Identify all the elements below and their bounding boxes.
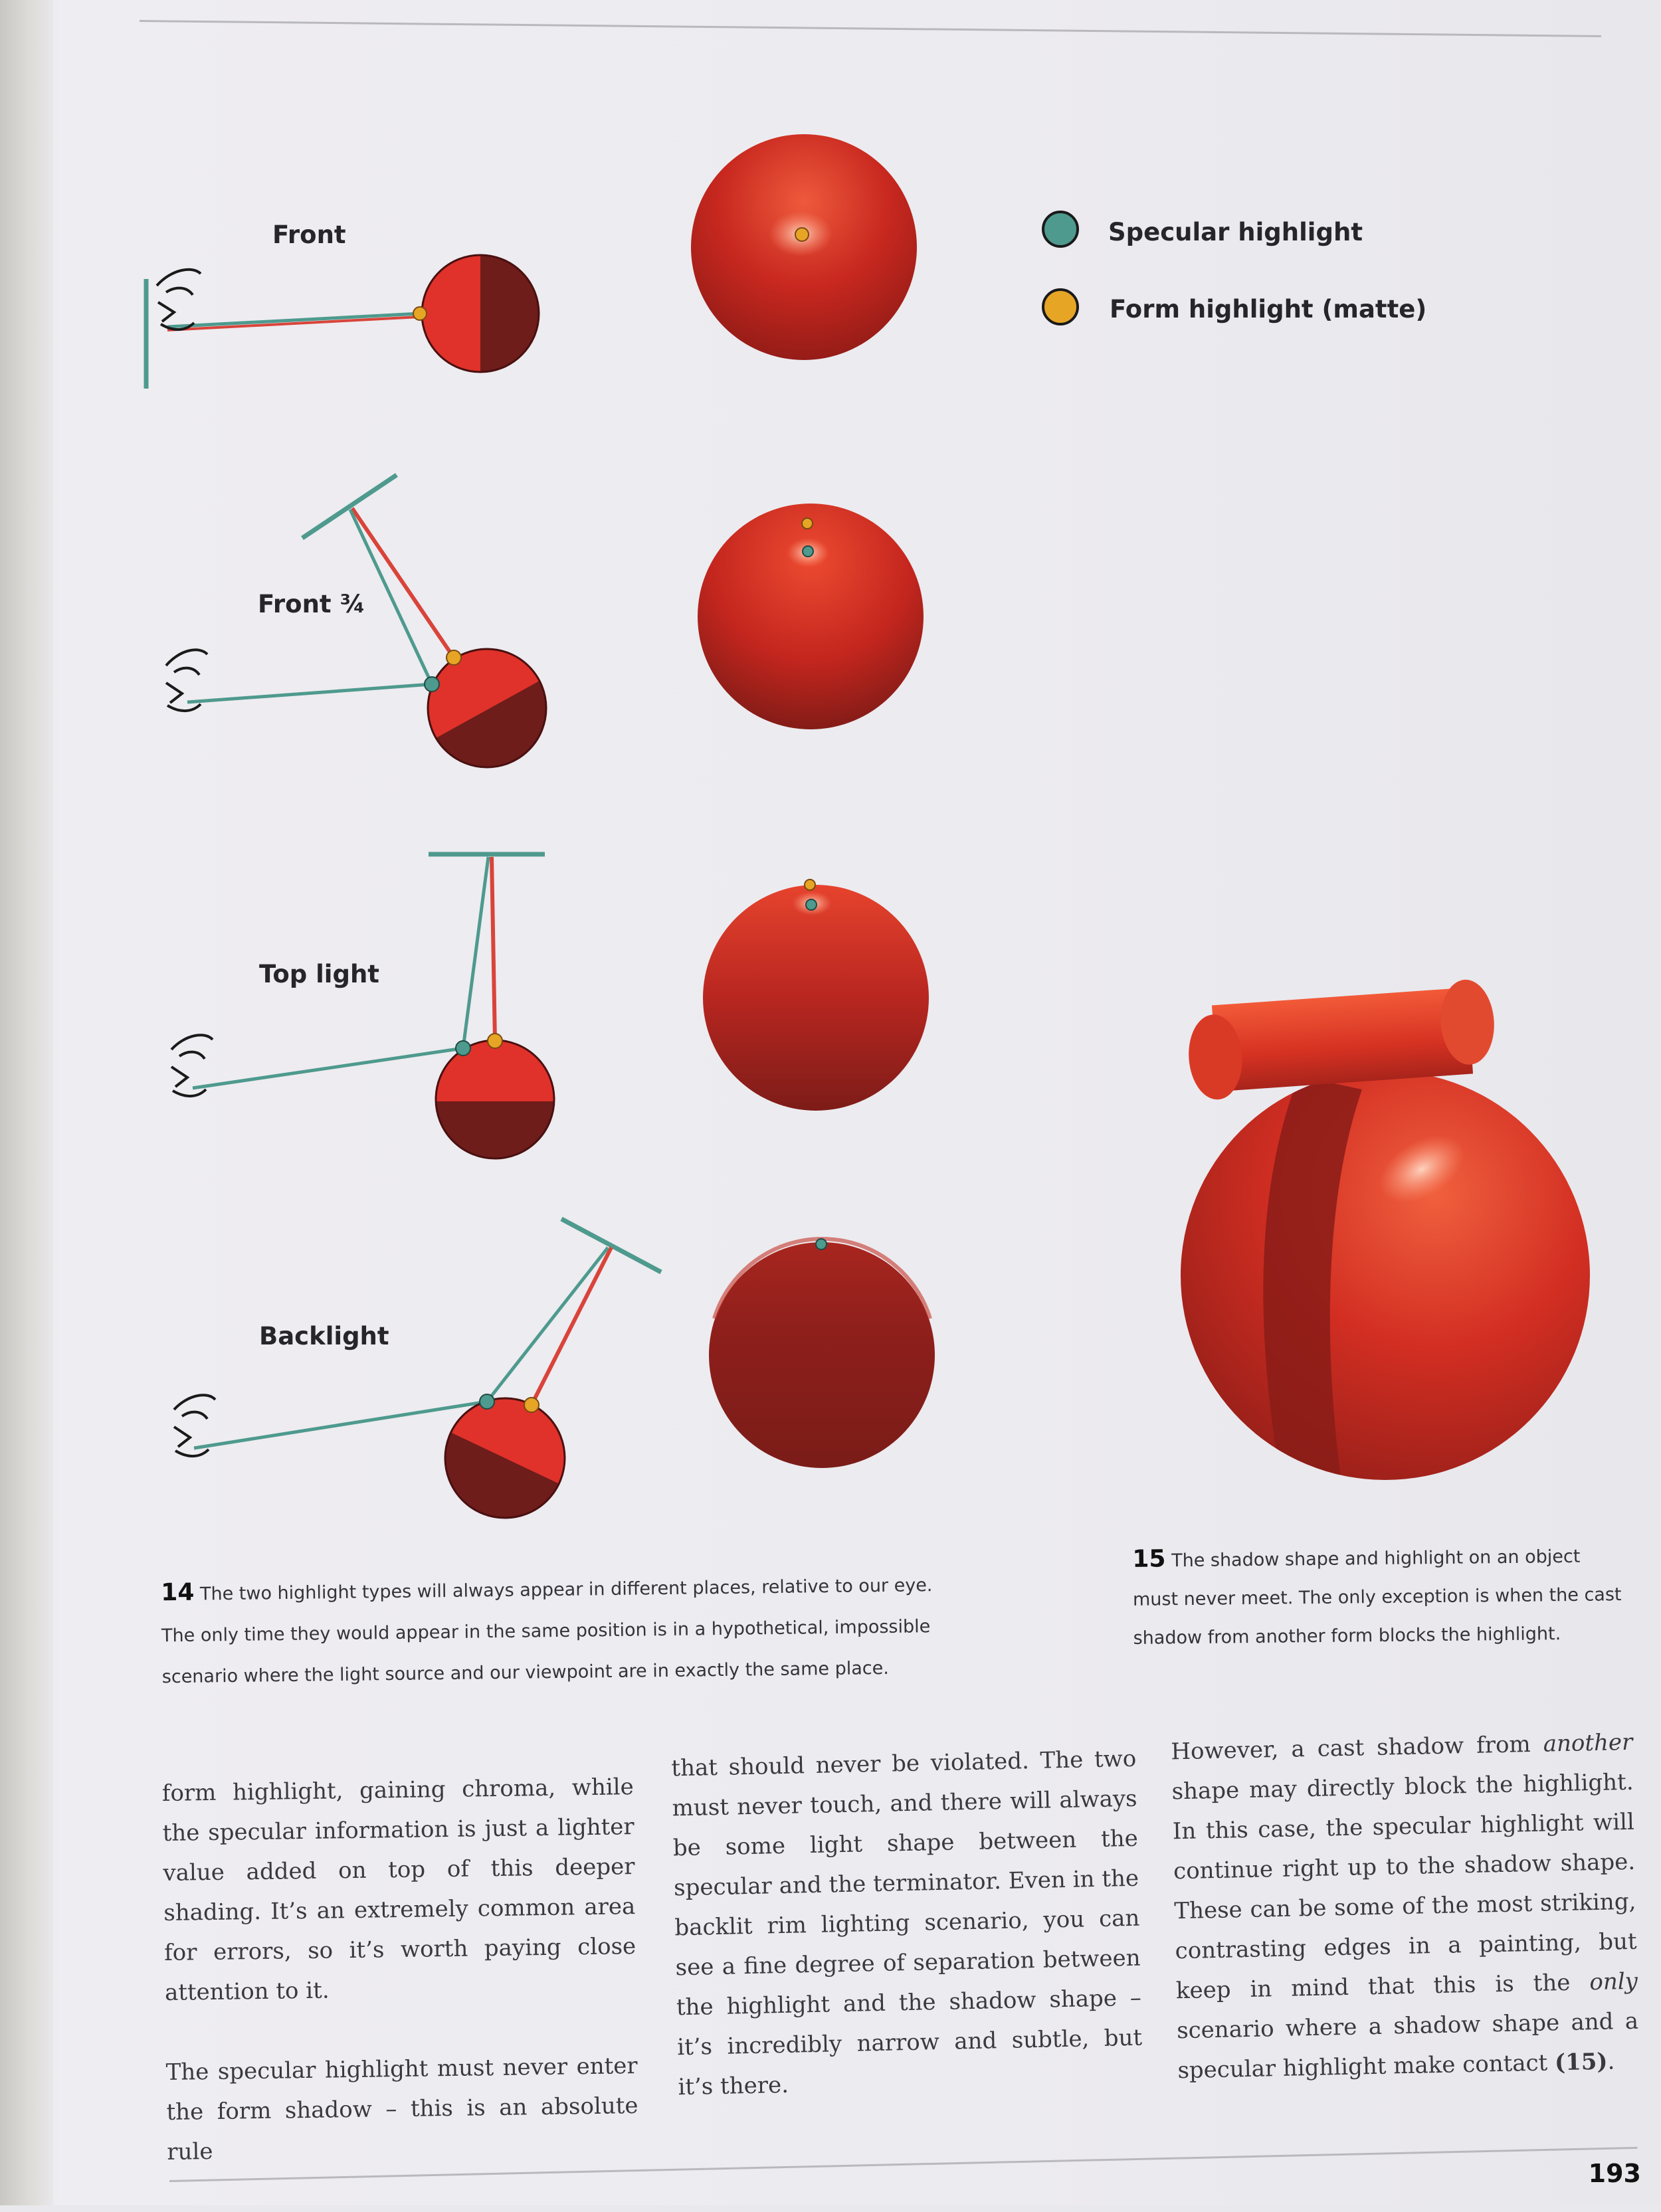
light-panel	[561, 1219, 661, 1272]
backlight-diagram	[174, 1219, 661, 1521]
front-diagram	[146, 252, 543, 389]
form-highlight-marker	[524, 1398, 539, 1412]
label-front: Front	[272, 221, 346, 249]
body-paragraph: The specular highlight must never enter the form shadow – this is an absolute rule	[165, 2053, 638, 2166]
light-ray	[532, 1247, 611, 1405]
body-column-3	[1171, 1722, 1640, 2130]
figure-number: 15	[1132, 1545, 1166, 1573]
legend-form-label: Form highlight (matte)	[1110, 295, 1427, 323]
front-three-quarter-diagram	[166, 475, 551, 777]
light-ray-teal	[463, 857, 488, 1048]
backlight-sphere-diagram	[442, 1395, 568, 1521]
eye-icon	[157, 270, 201, 329]
view-line	[193, 1048, 463, 1088]
label-front-three-quarter: Front ¾	[258, 590, 365, 618]
figure-15-illustration	[1181, 978, 1590, 1488]
form-highlight-marker	[795, 228, 809, 241]
label-top-light: Top light	[259, 960, 379, 988]
form-legend-swatch	[1043, 290, 1078, 324]
body-column-2	[671, 1739, 1144, 2148]
body-column-1	[161, 1767, 639, 2212]
figure-reference: (15)	[1554, 2048, 1608, 2076]
view-line	[194, 1402, 487, 1448]
emphasis: another	[1543, 1728, 1633, 1758]
form-highlight-marker	[413, 307, 427, 320]
light-panel	[302, 475, 397, 538]
caption-text: The shadow shape and highlight on an object must never meet. The only exception is when the cast shadow from another form blocks the highlight.	[1132, 1546, 1622, 1649]
page-number: 193	[1588, 2159, 1641, 2188]
form-highlight-marker	[488, 1034, 502, 1048]
view-line	[187, 684, 432, 702]
front-three-quarter-rendered-sphere	[698, 504, 924, 729]
front-rendered-sphere	[691, 134, 917, 360]
light-ray-teal	[487, 1247, 608, 1402]
form-highlight-marker	[802, 518, 813, 529]
form-highlight-marker	[805, 879, 815, 890]
specular-highlight-marker	[456, 1041, 470, 1056]
body-paragraph: that should never be violated. The two must never touch, and there will always be some light shape between the specular and the terminator. Even in the backlit rim lighting scenario, you can see a fine degree of separation between the highlight and the shadow shape – it’s incredibly narrow and subtle, but it’s there.	[671, 1745, 1143, 2101]
light-ray	[352, 508, 454, 658]
specular-highlight-marker	[425, 677, 439, 691]
body-paragraph: form highlight, gaining chroma, while the specular information is just a lighter value added on top of this deeper shading. It’s an extremely common area for errors, so it’s worth paying close attention to it.	[161, 1774, 636, 2006]
label-backlight: Backlight	[259, 1322, 389, 1350]
body-paragraph: However, a cast shadow from another shape may directly block the highlight. In this case, the specular highlight will continue right up to the shadow shape. These can be some of the most striking, contrasting edges in a painting, but keep in mind that this is the only scenario where a shadow shape and a specular highlight make contact (15).	[1171, 1728, 1639, 2084]
backlight-rendered-sphere	[709, 1239, 935, 1468]
front-three-quarter-sphere-diagram	[425, 644, 551, 777]
emphasis: only	[1589, 1968, 1638, 1996]
top-light-sphere-diagram	[432, 1036, 558, 1168]
specular-highlight-marker	[480, 1394, 494, 1409]
top-light-diagram	[171, 854, 558, 1168]
caption-figure-15	[1132, 1535, 1625, 1658]
specular-highlight-marker	[806, 899, 817, 910]
specular-highlight-marker	[816, 1239, 827, 1249]
top-light-rendered-sphere	[703, 879, 929, 1111]
specular-highlight-marker	[803, 546, 813, 557]
form-highlight-marker	[446, 650, 461, 665]
caption-text: The two highlight types will always appear in different places, relative to our eye. The only time they would appear in the same position is in a hypothetical, impossible scenario where the light source and our viewpoint are in exactly the same place.	[161, 1575, 933, 1688]
light-ray	[492, 857, 495, 1041]
caption-figure-14	[161, 1563, 953, 1699]
front-sphere-diagram	[419, 252, 543, 379]
legend-specular-label: Specular highlight	[1108, 218, 1363, 246]
figure-number: 14	[161, 1578, 195, 1607]
specular-legend-swatch	[1043, 212, 1078, 246]
